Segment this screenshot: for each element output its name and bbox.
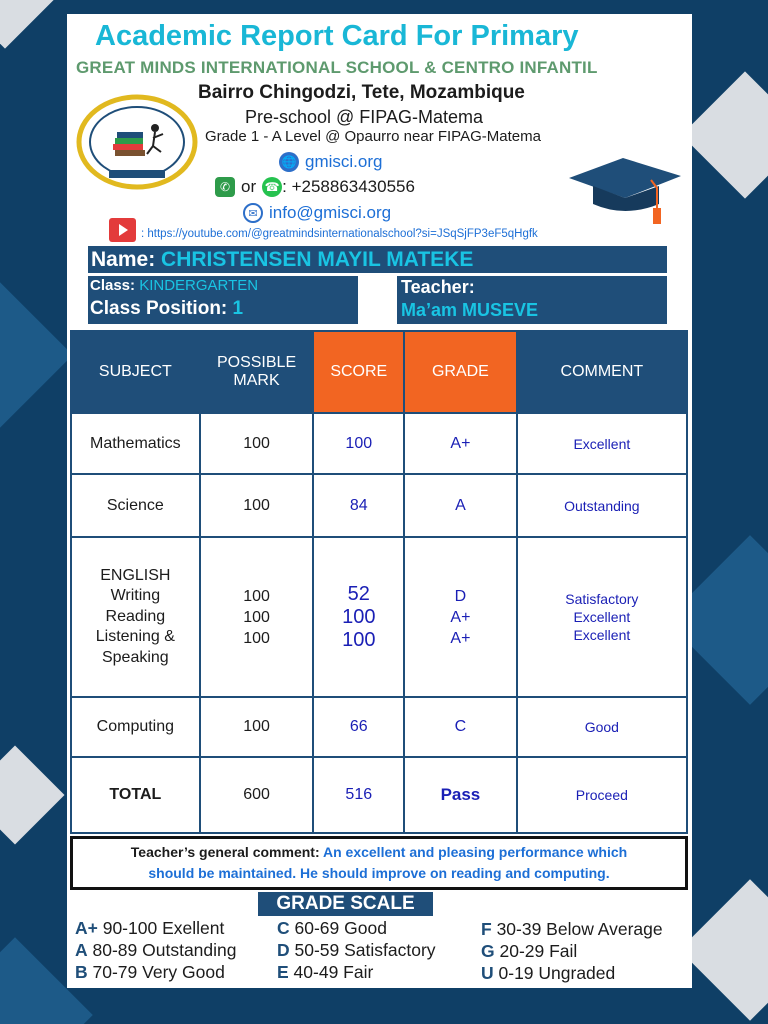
score-cell: 100 (313, 413, 404, 474)
email-link[interactable]: info@gmisci.org (269, 203, 392, 222)
position-label: Class Position: (90, 298, 228, 319)
header-subject: SUBJECT (71, 331, 200, 413)
mark-cell: 600 (200, 757, 314, 833)
table-row-total (71, 757, 687, 833)
website-link[interactable]: gmisci.org (305, 152, 383, 171)
or-label: or (241, 177, 257, 196)
grade-scale-item: A+ 90-100 Exellent (75, 918, 225, 938)
table-row (71, 474, 687, 537)
globe-icon: 🌐 (279, 152, 299, 172)
whatsapp-icon: ☎ (262, 177, 282, 197)
score-cell: 66 (313, 697, 404, 757)
comment-cell: Outstanding (517, 474, 687, 537)
mark-cell: 100 100 100 (200, 537, 314, 697)
bg-decoration (679, 879, 768, 1020)
bg-decoration (0, 277, 73, 433)
grade-scale-title: GRADE SCALE (258, 892, 433, 916)
grade-location: Grade 1 - A Level @ Opaurro near FIPAG-Matema (205, 128, 541, 145)
email-row (243, 203, 391, 223)
header-possible-mark: POSSIBLE MARK (200, 331, 314, 413)
class-info-box (88, 276, 358, 324)
teacher-comment-box (70, 836, 688, 890)
graduation-cap-icon (567, 152, 685, 232)
grade-scale-col-3 (481, 918, 663, 984)
email-icon: ✉ (243, 203, 263, 223)
comment-cell: Good (517, 697, 687, 757)
grade-scale-col-2 (277, 917, 436, 983)
youtube-link[interactable]: : https://youtube.com/@greatmindsinternationalschool?si=JSqSjFP3eF5qHgfk (141, 228, 538, 240)
grade-scale-item: A 80-89 Outstanding (75, 940, 237, 960)
score-cell: 52 100 100 (313, 537, 404, 697)
grade-scale-col-1 (75, 917, 237, 983)
teacher-name: Ma’am MUSEVE (401, 300, 539, 320)
school-address: Bairro Chingodzi, Tete, Mozambique (198, 82, 525, 103)
comment-cell: Excellent (517, 413, 687, 474)
grade-scale-item: U 0-19 Ungraded (481, 963, 616, 983)
grade-cell: A+ (404, 413, 517, 474)
position-value: 1 (232, 298, 244, 319)
teacher-comment-text-1: An excellent and pleasing performance which (322, 844, 628, 860)
grade-scale-item: D 50-59 Satisfactory (277, 940, 436, 960)
mark-cell: 100 (200, 474, 314, 537)
subject-cell: Science (71, 474, 200, 537)
teacher-label: Teacher: (401, 277, 475, 297)
table-header (71, 331, 687, 413)
grade-scale-item: C 60-69 Good (277, 918, 387, 938)
website-row (279, 152, 382, 172)
phone-row (215, 177, 415, 197)
preschool-location: Pre-school @ FIPAG-Matema (245, 107, 483, 127)
grade-cell: Pass (404, 757, 517, 833)
phone-icon: ✆ (215, 177, 235, 197)
youtube-icon[interactable] (109, 218, 136, 242)
teacher-box (397, 276, 667, 324)
bg-decoration (0, 0, 69, 49)
table-row (71, 697, 687, 757)
comment-cell: Proceed (517, 757, 687, 833)
report-card (67, 14, 692, 988)
score-cell: 516 (313, 757, 404, 833)
header-grade: GRADE (404, 331, 517, 413)
class-value: KINDERGARTEN (139, 277, 259, 294)
grade-cell: D A+ A+ (404, 537, 517, 697)
subject-cell: Mathematics (71, 413, 200, 474)
subject-cell: Computing (71, 697, 200, 757)
header-score: SCORE (313, 331, 404, 413)
page-title: Academic Report Card For Primary (95, 20, 579, 52)
table-row (71, 413, 687, 474)
grade-scale-item: G 20-29 Fail (481, 941, 578, 961)
grade-cell: C (404, 697, 517, 757)
comment-cell: Satisfactory Excellent Excellent (517, 537, 687, 697)
mark-cell: 100 (200, 697, 314, 757)
name-label: Name: (91, 248, 156, 271)
school-logo (75, 94, 199, 190)
student-name: CHRISTENSEN MAYIL MATEKE (161, 248, 474, 271)
student-name-bar (88, 246, 667, 273)
mark-cell: 100 (200, 413, 314, 474)
grade-cell: A (404, 474, 517, 537)
table-row-english (71, 537, 687, 697)
bg-decoration (0, 746, 64, 845)
grade-scale-item: B 70-79 Very Good (75, 962, 225, 982)
subject-cell: TOTAL (71, 757, 200, 833)
bg-decoration (681, 71, 768, 198)
class-label: Class: (90, 277, 136, 294)
subject-cell: ENGLISH Writing Reading Listening & Speaking (71, 537, 200, 697)
header-comment: COMMENT (517, 331, 687, 413)
teacher-comment-text-2: should be maintained. He should improve on reading and computing. (148, 865, 610, 881)
grades-table (70, 330, 688, 834)
teacher-comment-label: Teacher’s general comment: (130, 844, 320, 860)
score-cell: 84 (313, 474, 404, 537)
school-name: GREAT MINDS INTERNATIONAL SCHOOL & CENTRO INFANTIL (76, 58, 598, 77)
grade-scale-item: E 40-49 Fair (277, 962, 374, 982)
grade-scale-item: F 30-39 Below Average (481, 919, 663, 939)
phone-number[interactable]: : +258863430556 (282, 177, 415, 196)
